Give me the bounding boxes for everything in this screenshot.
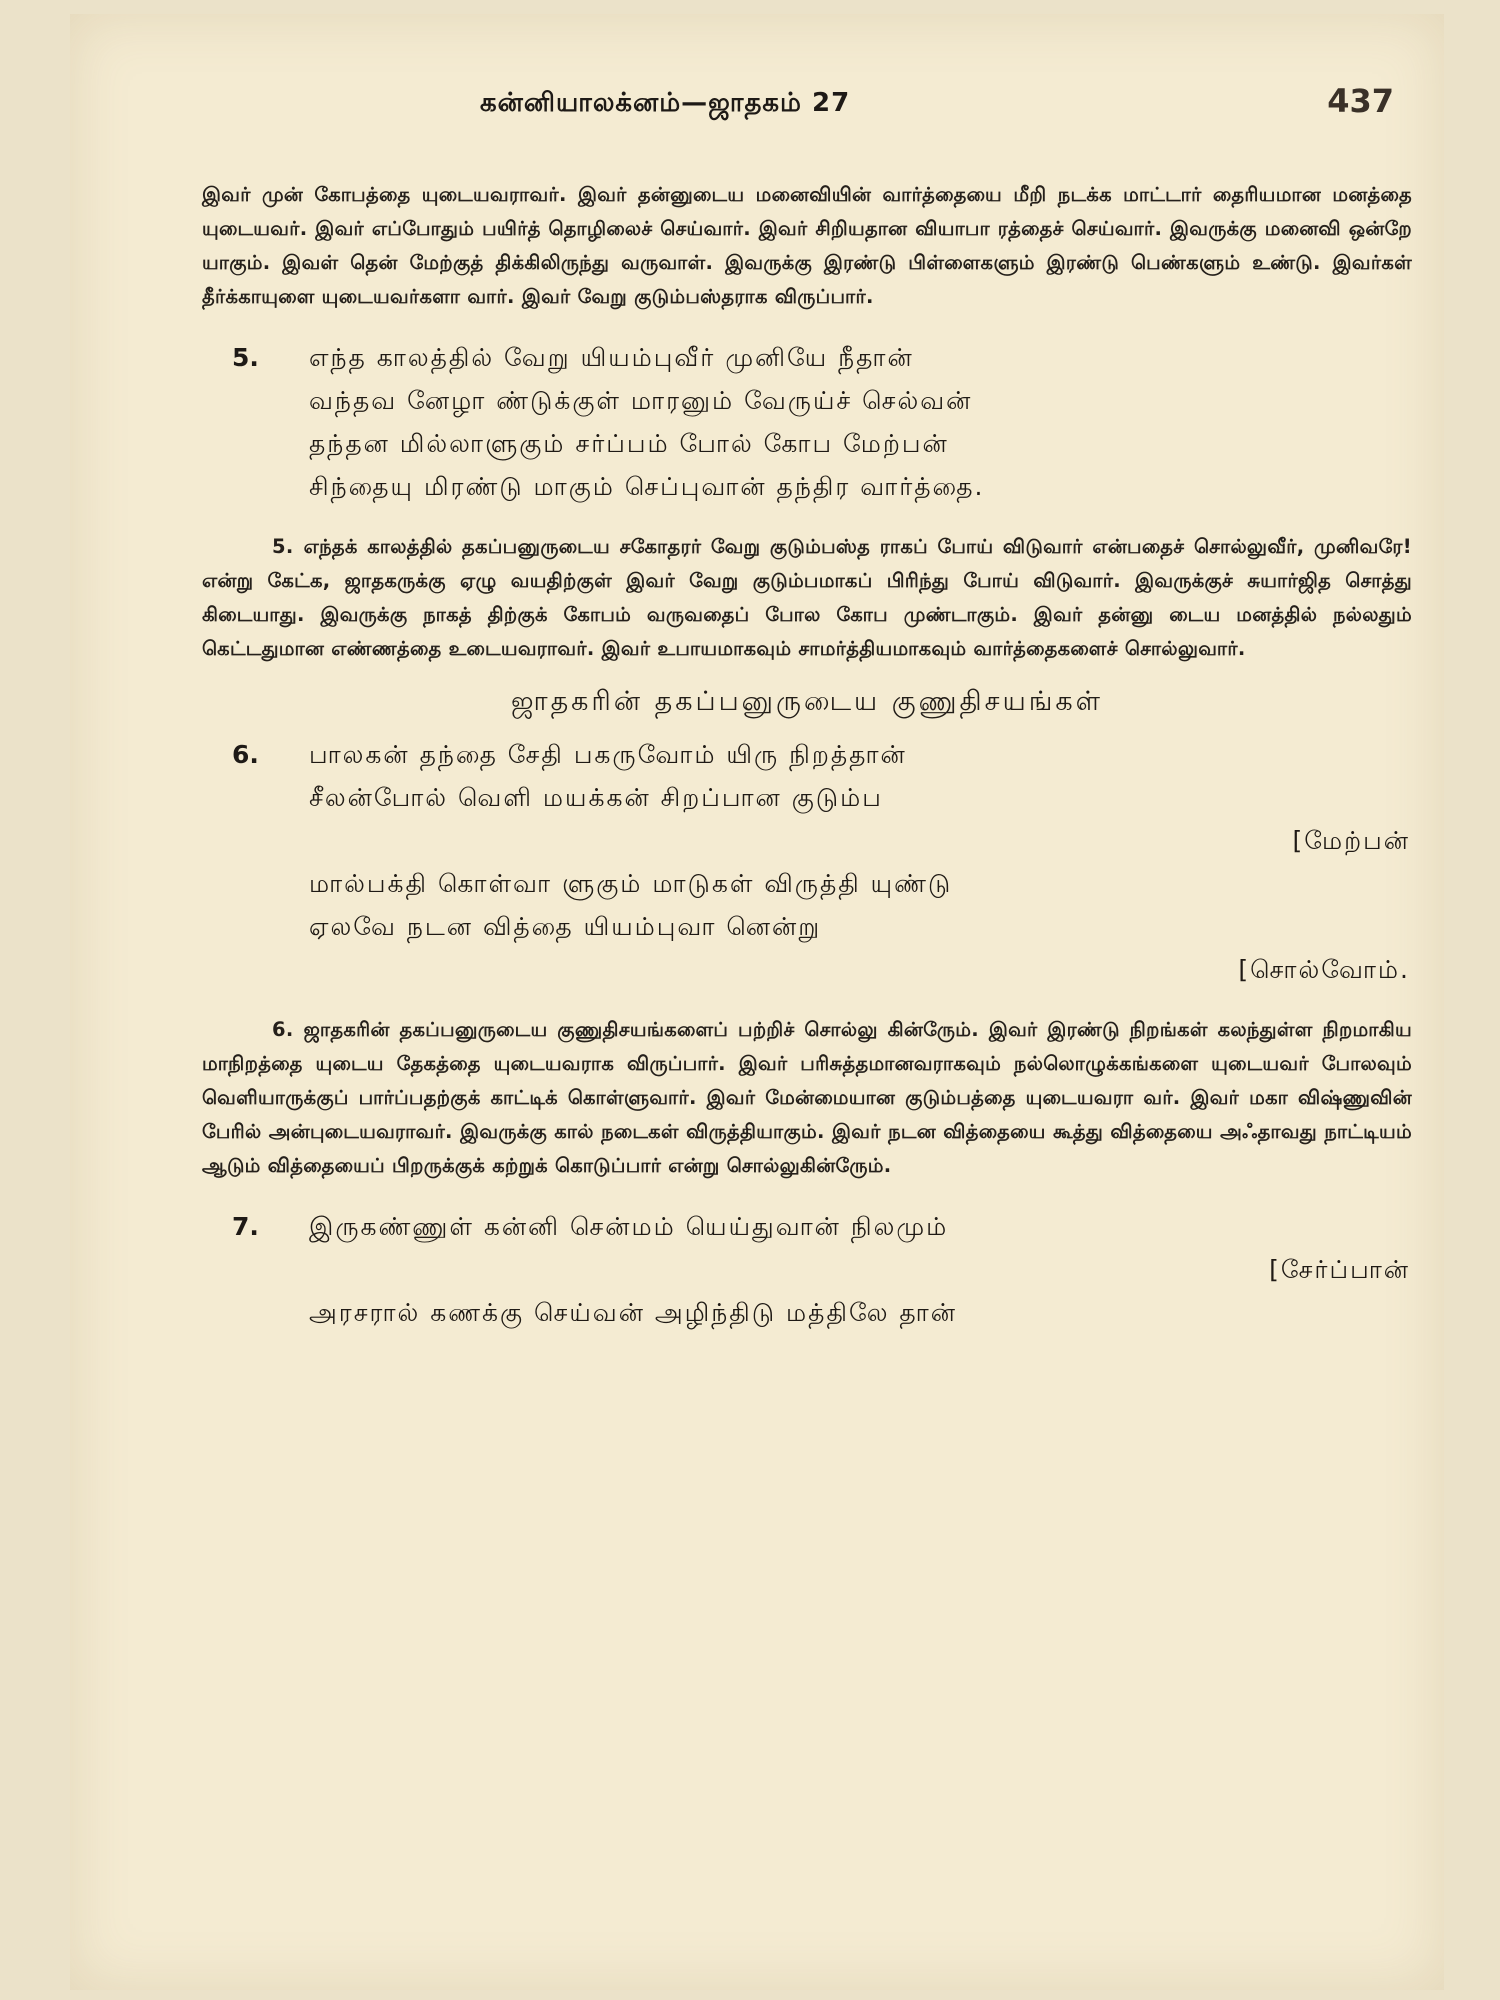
paragraph-number: 6. — [272, 1018, 294, 1041]
paragraph-text: எந்தக் காலத்தில் தகப்பனுருடைய சகோதரர் வேறு குடும்பஸ்த ராகப் போய் விடுவார் என்பதைச் சொல்லுவீர், முனிவரே! என்று கேட்க, ஜாதகருக்கு ஏழு வயதிற்குள் இவர் வேறு குடும்பமாகப் பிரிந்து போய் விடுவார். இவருக்குச் சுயார்ஜித சொத்து கிடையாது. இவருக்கு நாகத் திற்குக் கோபம் வருவதைப் போல கோப முண்டாகும். இவர் தன்னு டைய மனத்தில் நல்லதும் கெட்டதுமான எண்ணத்தை உடையவராவர். இவர் உபாயமாகவும் சாமர்த்தியமாகவும் வார்த்தைகளைச் சொல்லுவார். — [202, 535, 1412, 660]
verse-line: சிந்தையு மிரண்டு மாகும் செப்புவான் தந்திர வார்த்தை. — [309, 472, 985, 501]
verse-line: மால்பக்தி கொள்வா ளுகும் மாடுகள் விருத்தி யுண்டு — [309, 869, 953, 898]
paragraph-text: ஜாதகரின் தகப்பனுருடைய குணுதிசயங்களைப் பற்றிச் சொல்லு கின்ருேம். இவர் இரண்டு நிறங்கள் கலந்துள்ள நிறமாகிய மாநிறத்தை யுடைய தேகத்தை யுடையவராக விருப்பார். இவர் பரிசுத்தமானவராகவும் நல்லொழுக்கங்களை யுடையவர் போலவும் வெளியாருக்குப் பார்ப்பதற்குக் காட்டிக் கொள்ளுவார். இவர் மேன்மையான குடும்பத்தை யுடையவரா வர். இவர் மகா விஷ்ணுவின் பேரில் அன்புடையவராவர். இவருக்கு கால் நடைகள் விருத்தியாகும். இவர் நடன வித்தையை கூத்து வித்தையை அஃதாவது நாட்டியம் ஆடும் வித்தையைப் பிறருக்குக் கற்றுக் கொடுப்பார் என்று சொல்லுகின்ருேம். — [202, 1018, 1412, 1177]
book-page — [70, 14, 1444, 1990]
verse-line: எந்த காலத்தில் வேறு யியம்புவீர் முனியே நீதான் — [309, 343, 914, 372]
page-header — [170, 82, 1400, 128]
verse-line: இருகண்ணுள் கன்னி சென்மம் யெய்துவான் நிலமும் — [309, 1212, 949, 1241]
commentary-paragraph-6 — [202, 1013, 1412, 1183]
verse-line: ஏலவே நடன வித்தை யியம்புவா னென்று — [309, 912, 822, 941]
verse-line: சீலன்போல் வெளி மயக்கன் சிறப்பான குடும்ப — [309, 783, 883, 812]
verse-line-continuation: [சொல்வோம். — [1238, 955, 1410, 984]
verse-7 — [202, 1205, 1412, 1334]
page-body — [202, 178, 1412, 1334]
verse-line: பாலகன் தந்தை சேதி பகருவோம் யிரு நிறத்தான் — [309, 740, 907, 769]
verse-number: 6. — [232, 740, 259, 769]
paragraph-number: 5. — [272, 535, 294, 558]
verse-line-continuation: [சேர்ப்பான் — [1269, 1255, 1410, 1284]
page-number: 437 — [1327, 82, 1394, 120]
running-head: கன்னியாலக்னம்—ஜாதகம் 27 — [480, 88, 851, 118]
commentary-paragraph-4-end: இவர் முன் கோபத்தை யுடையவராவர். இவர் தன்னுடைய மனைவியின் வார்த்தையை மீறி நடக்க மாட்டார் தைரியமான மனத்தை யுடையவர். இவர் எப்போதும் பயிர்த் தொழிலைச் செய்வார். இவர் சிறியதான வியாபா ரத்தைச் செய்வார். இவருக்கு மனைவி ஒன்றே யாகும். இவள் தென் மேற்குத் திக்கிலிருந்து வருவாள். இவருக்கு இரண்டு பிள்ளைகளும் இரண்டு பெண்களும் உண்டு. இவர்கள் தீர்க்காயுளை யுடையவர்களா வார். இவர் வேறு குடும்பஸ்தராக விருப்பார். — [202, 183, 1412, 308]
verse-line: அரசரால் கணக்கு செய்வன் அழிந்திடு மத்திலே தான் — [309, 1298, 957, 1327]
verse-6 — [202, 733, 1412, 991]
verse-5 — [202, 336, 1412, 508]
verse-line: வந்தவ னேழா ண்டுக்குள் மாரனும் வேருய்ச் செல்வன் — [309, 386, 973, 415]
verse-line-continuation: [மேற்பன் — [1292, 826, 1410, 855]
verse-number: 5. — [232, 343, 259, 372]
section-heading: ஜாதகரின் தகப்பனுருடைய குணுதிசயங்கள் — [510, 686, 1104, 717]
commentary-paragraph-5 — [202, 530, 1412, 666]
verse-line: தந்தன மில்லாளுகும் சர்ப்பம் போல் கோப மேற்பன் — [309, 429, 949, 458]
verse-number: 7. — [232, 1212, 259, 1241]
